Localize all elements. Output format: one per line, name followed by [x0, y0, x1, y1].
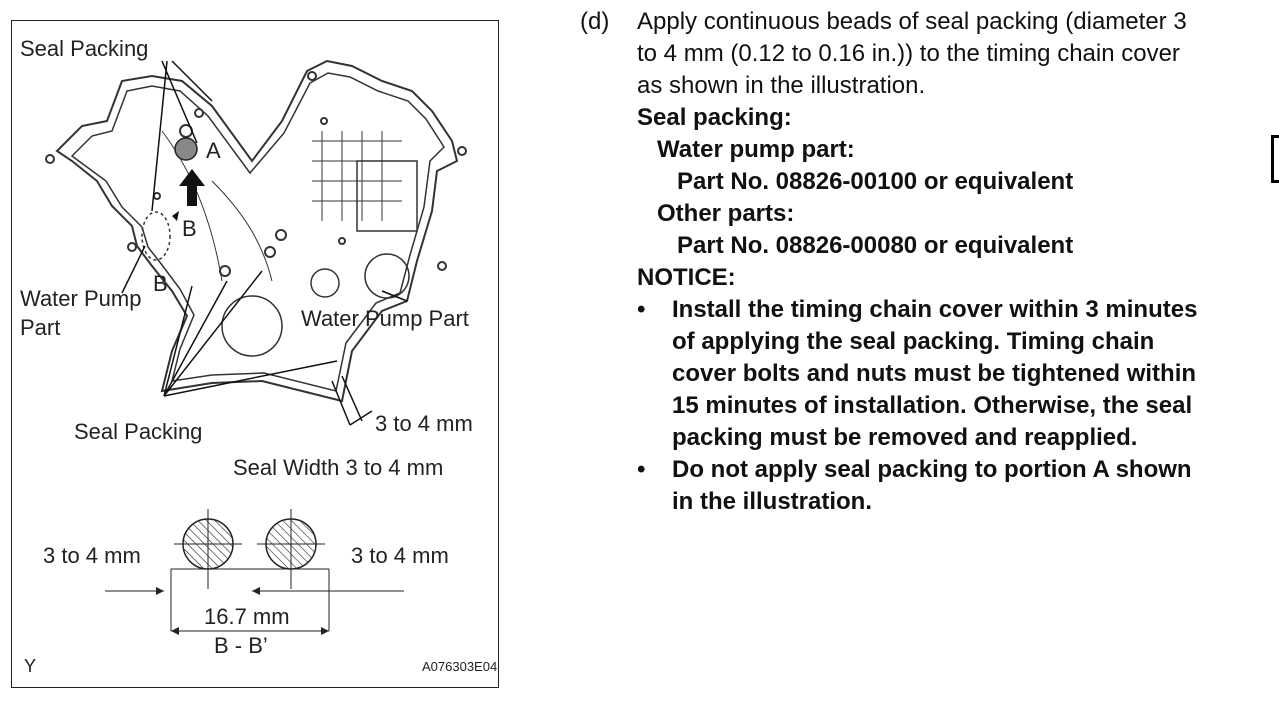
label-spacing: 16.7 mm — [204, 604, 290, 629]
notice-line: 15 minutes of installation. Otherwise, the seal — [672, 392, 1193, 419]
notice-item-1 — [580, 294, 1270, 454]
figure-code: A076303E04 — [422, 659, 498, 674]
seal-bead-line — [72, 73, 444, 391]
notice-heading: NOTICE: — [637, 264, 736, 291]
notice-line: Install the timing chain cover within 3 minutes — [672, 296, 1198, 323]
water-pump-heading: Water pump part: — [657, 136, 855, 163]
label-water-pump-left-line2: Part — [20, 315, 61, 340]
label-diameter-left: 3 to 4 mm — [43, 543, 141, 568]
step-line: to 4 mm (0.12 to 0.16 in.)) to the timing chain cover — [637, 40, 1180, 67]
label-seal-packing-bottom: Seal Packing — [74, 419, 203, 444]
cover-rect-detail — [357, 161, 417, 231]
label-water-pump-right: Water Pump Part — [301, 306, 469, 331]
label-corner-letter: Y — [24, 656, 37, 676]
label-b-top: B — [182, 216, 197, 241]
notice-item-2 — [580, 454, 1270, 518]
label-seal-width: Seal Width 3 to 4 mm — [233, 455, 444, 480]
seal-packing-heading: Seal packing: — [637, 104, 792, 131]
label-water-pump-left-line1: Water Pump — [20, 286, 142, 311]
page-edge-tab — [1271, 135, 1279, 183]
notice-line: packing must be removed and reapplied. — [672, 424, 1138, 451]
instruction-text — [580, 6, 1270, 518]
step-line: Apply continuous beads of seal packing (diameter 3 — [637, 8, 1187, 35]
other-parts-part-number: Part No. 08826-00080 or equivalent — [677, 232, 1074, 259]
label-seal-packing-top: Seal Packing — [20, 36, 149, 61]
label-bead-size: 3 to 4 mm — [375, 411, 473, 436]
step-number: (d) — [580, 8, 610, 35]
notice-line: cover bolts and nuts must be tightened within — [672, 360, 1197, 387]
timing-chain-cover-illustration — [11, 20, 499, 688]
step-paragraph — [580, 6, 1270, 102]
other-parts-heading: Other parts: — [657, 200, 795, 227]
notice-line: of applying the seal packing. Timing chain — [672, 328, 1155, 355]
label-section-bb: B - B’ — [214, 633, 268, 658]
notice-line: Do not apply seal packing to portion A shown — [672, 456, 1192, 483]
label-portion-a: A — [206, 138, 221, 163]
label-b-bottom: B — [153, 271, 168, 296]
cover-drawing — [12, 21, 500, 689]
portion-a-arrow — [179, 169, 205, 206]
notice-line: in the illustration. — [672, 488, 873, 515]
bullet-dot: • — [637, 296, 646, 323]
water-pump-part-number: Part No. 08826-00100 or equivalent — [677, 168, 1074, 195]
portion-a-mark — [175, 138, 197, 160]
bullet-dot: • — [637, 456, 646, 483]
label-diameter-right: 3 to 4 mm — [351, 543, 449, 568]
step-line: as shown in the illustration. — [637, 72, 926, 99]
